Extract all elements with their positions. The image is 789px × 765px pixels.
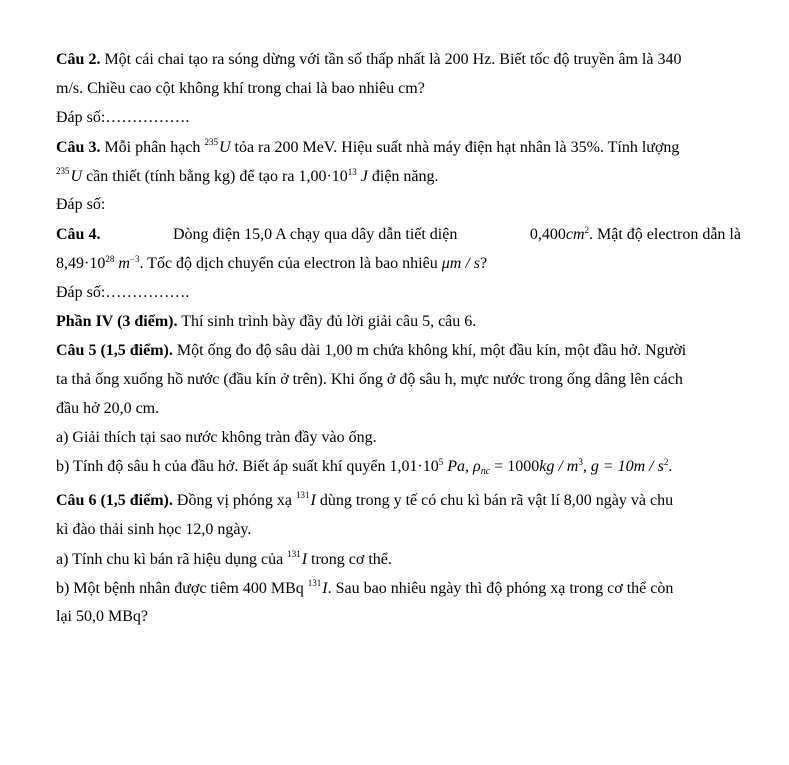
q6-line-last: lại 50,0 MBq? [56,607,148,625]
q3-answer: Đáp số: [56,196,106,214]
q2-answer: Đáp số:……………. [56,109,190,127]
q6-label: Câu 6 (1,5 điểm). [56,492,173,510]
q5-part-a: a) Giải thích tại sao nước không tràn đầy vào ống. [56,429,377,447]
q5-line-3: đầu hở 20,0 cm. [56,400,160,418]
q6-line-2: kì đào thải sinh học 12,0 ngày. [56,520,252,538]
q6-part-a: a) Tính chu kì bán rã hiệu dụng của $^{131}$I trong cơ thể. [56,548,392,568]
q4-line-2: $8,49\cdot 10^{28}$ $m^{-3}$. Tốc độ dịch chuyển của electron là bao nhiêu μm / s? [56,253,488,272]
q5-line-2: ta thả ống xuống hồ nước (đầu kín ở trên). Khi ống ở độ sâu h, mực nước trong ống dâng lên cách [56,371,683,389]
q6-line-1: Câu 6 (1,5 điểm). Đồng vị phóng xạ $^{131}$I dùng trong y tế có chu kì bán rã vật lí 8,00 ngày và chu [56,490,674,510]
q5-line-1: Câu 5 (1,5 điểm). Một ống đo độ sâu dài 1,00 m chứa không khí, một đầu kín, một đầu hở. Người [56,341,687,359]
q2-line-1: Câu 2. Một cái chai tạo ra sóng dừng với tần số thấp nhất là 200 Hz. Biết tốc độ truyền âm là 340 [56,51,682,68]
q6-part-b: b) Một bệnh nhân được tiêm 400 MBq $^{131}$I. Sau bao nhiêu ngày thì độ phóng xạ trong cơ thể còn [56,577,674,597]
q4-line-1: Câu 4. Dòng điện 15,0 A chạy qua dây dẫn tiết diện $0,400cm^2$. Mật độ electron dẫn là [56,225,741,254]
q5-part-b: b) Tính độ sâu h của đầu hở. Biết áp suất khí quyển $1,01\cdot 10^5$ Pa, $\rho_{nc} = 1000kg / m^3$, $g = 10m / s^2$. [56,457,673,478]
document-page [56,50,741,636]
q3-line-1: Câu 3. Mỗi phân hạch $^{235}$U tỏa ra 200 MeV. Hiệu suất nhà máy điện hạt nhân là 35%. Tính lượng [56,137,680,157]
part4-heading: Phần IV (3 điểm). Thí sinh trình bày đầy đủ lời giải câu 5, câu 6. [56,312,477,330]
q2-line-2: m/s. Chiều cao cột không khí trong chai là bao nhiêu cm? [56,80,425,98]
q4-answer: Đáp số:……………. [56,283,190,301]
q2-label: Câu 2. [56,51,101,68]
q5-label: Câu 5 (1,5 điểm). [56,341,173,359]
q3-line-2: $^{235}$U cần thiết (tính bằng kg) để tạo ra $1,00\cdot 10^{13}$ J điện năng. [56,166,439,186]
q3-label: Câu 3. [56,139,101,157]
q4-label: Câu 4. [56,225,101,243]
